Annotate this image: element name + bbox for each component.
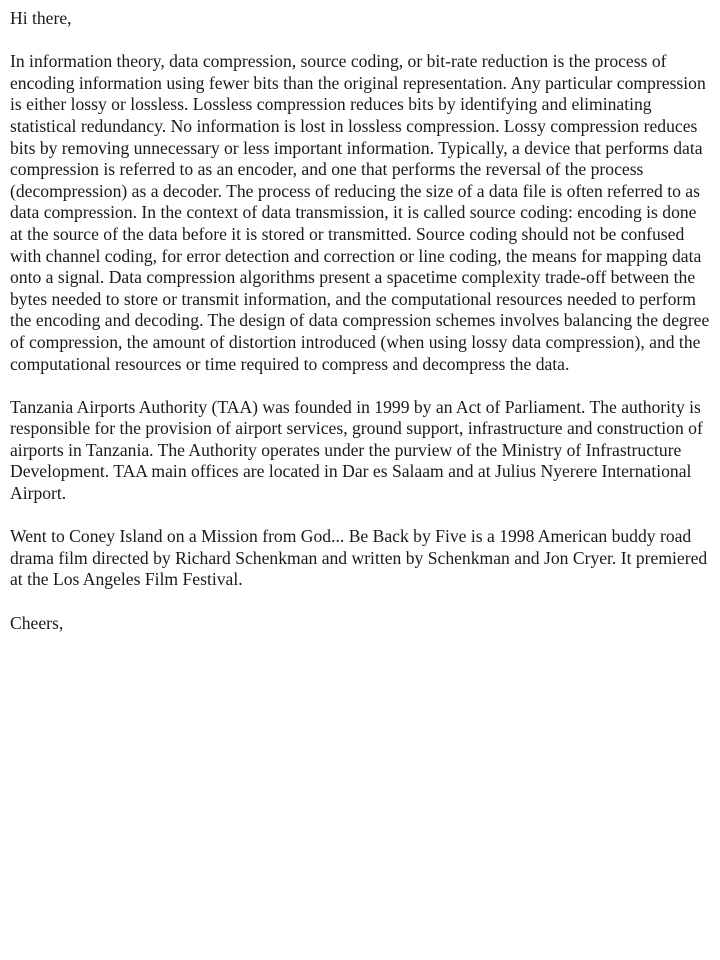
- greeting: Hi there,: [10, 8, 72, 28]
- paragraph-data-compression: In information theory, data compression, source coding, or bit-rate reduction is the process of encoding information using fewer bits than the original representation. Any particular compression is either lossy or lossless. Lossless compression reduces bits by identifying and eliminating statistical redundancy. No information is lost in lossless compression. Lossy compression reduces bits by removing unnecessary or less important information. Typically, a device that performs data compression is referred to as an encoder, and one that performs the reversal of the process (decompression) as a decoder. The process of reducing the size of a data file is often referred to as data compression. In the context of data transmission, it is called source coding: encoding is done at the source of the data before it is stored or transmitted. Source coding should not be confused with channel coding, for error detection and correction or line coding, the means for mapping data onto a signal. Data compression algorithms present a spacetime complexity trade-off between the bytes needed to store or transmit information, and the computational resources needed to perform the encoding and decoding. The design of data compression schemes involves balancing the degree of compression, the amount of distortion introduced (when using lossy data compression), and the computational resources or time required to compress and decompress the data.: [10, 51, 710, 374]
- paragraph-coney-island-film: Went to Coney Island on a Mission from God... Be Back by Five is a 1998 American buddy road drama film directed by Richard Schenkman and written by Schenkman and Jon Cryer. It premiered at the Los Angeles Film Festival.: [10, 526, 708, 590]
- paragraph-tanzania-airports: Tanzania Airports Authority (TAA) was founded in 1999 by an Act of Parliament. The authority is responsible for the provision of airport services, ground support, infrastructure and construction of airports in Tanzania. The Authority operates under the purview of the Ministry of Infrastructure Development. TAA main offices are located in Dar es Salaam and at Julius Nyerere International Airport.: [10, 396, 703, 504]
- signoff: Cheers,: [10, 612, 64, 633]
